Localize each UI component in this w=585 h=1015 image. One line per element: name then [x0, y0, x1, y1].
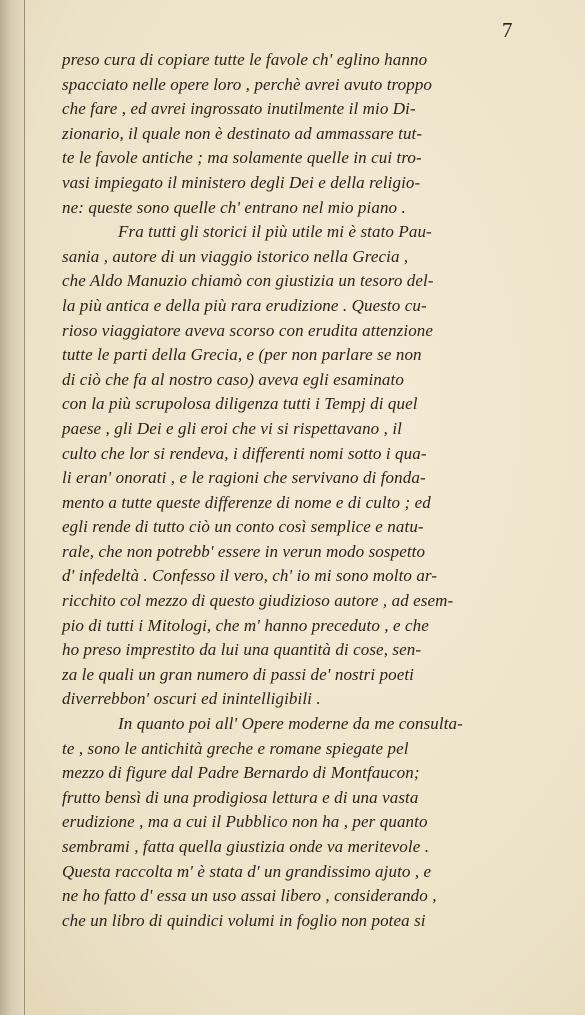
text-line: paese , gli Dei e gli eroi che vi si rispettavano , il	[62, 418, 402, 438]
text-line: con la più scrupolosa diligenza tutti i Tempj di quel	[62, 394, 418, 414]
text-line: ho preso imprestito da lui una quantità di cose, sen-	[62, 640, 422, 660]
text-line: che Aldo Manuzio chiamò con giustizia un tesoro del-	[62, 271, 434, 291]
text-line: za le quali un gran numero di passi de' nostri poeti	[62, 664, 414, 684]
page-number: 7	[502, 18, 513, 42]
text-line: ricchito col mezzo di questo giudizioso autore , ad esem-	[62, 591, 454, 611]
text-line: Fra tutti gli storici il più utile mi è stato Pau-	[118, 222, 432, 242]
text-line: te le favole antiche ; ma solamente quelle in cui tro-	[62, 148, 422, 168]
text-line: che un libro di quindici volumi in foglio non potea si	[62, 910, 426, 930]
text-line: preso cura di copiare tutte le favole ch' eglino hanno	[62, 50, 428, 69]
text-line: ne: queste sono quelle ch' entrano nel mio piano .	[62, 197, 406, 217]
text-line: li eran' onorati , e le ragioni che servivano di fonda-	[62, 468, 426, 488]
text-line: rioso viaggiatore aveva scorso con erudita attenzione	[62, 320, 434, 340]
text-line: Questa raccolta m' è stata d' un grandissimo ajuto , e	[62, 861, 432, 881]
text-line: egli rende di tutto ciò un conto così semplice e natu-	[62, 517, 424, 537]
body-text	[62, 48, 555, 933]
text-line: d' infedeltà . Confesso il vero, ch' io mi sono molto ar-	[62, 566, 438, 586]
text-line: te , sono le antichità greche e romane spiegate pel	[62, 738, 409, 758]
page-gutter-shadow	[0, 0, 26, 1015]
text-line: zionario, il quale non è destinato ad ammassare tut-	[62, 123, 423, 143]
text-line: spacciato nelle opere loro , perchè avrei avuto troppo	[62, 74, 433, 94]
text-line: ne ho fatto d' essa un uso assai libero , considerando ,	[62, 886, 437, 906]
text-line: erudizione , ma a cui il Pubblico non ha , per quanto	[62, 812, 428, 832]
text-line: rale, che non potrebb' essere in verun modo sospetto	[62, 541, 426, 561]
text-line: pio di tutti i Mitologi, che m' hanno preceduto , e che	[62, 615, 429, 635]
text-line: di ciò che fa al nostro caso) aveva egli esaminato	[62, 369, 404, 389]
text-line: la più antica e della più rara erudizione . Questo cu-	[62, 295, 427, 315]
text-line: tutte le parti della Grecia, e (per non parlare se non	[62, 345, 422, 365]
binding-edge	[24, 0, 25, 1015]
text-line: diverrebbon' oscuri ed inintelligibili .	[62, 689, 321, 709]
text-line: mezzo di figure dal Padre Bernardo di Montfaucon;	[62, 763, 420, 783]
text-line: che fare , ed avrei ingrossato inutilmente il mio Di-	[62, 99, 416, 119]
text-line: In quanto poi all' Opere moderne da me consulta-	[118, 714, 463, 734]
text-line: vasi impiegato il ministero degli Dei e della religio-	[62, 172, 421, 192]
text-line: sania , autore di un viaggio istorico nella Grecia ,	[62, 246, 409, 266]
text-line: culto che lor si rendeva, i differenti nomi sotto i qua-	[62, 443, 427, 463]
text-line: mento a tutte queste differenze di nome e di culto ; ed	[62, 492, 431, 512]
text-line: frutto bensì di una prodigiosa lettura e di una vasta	[62, 787, 419, 807]
text-line: sembrami , fatta quella giustizia onde va meritevole .	[62, 837, 430, 856]
